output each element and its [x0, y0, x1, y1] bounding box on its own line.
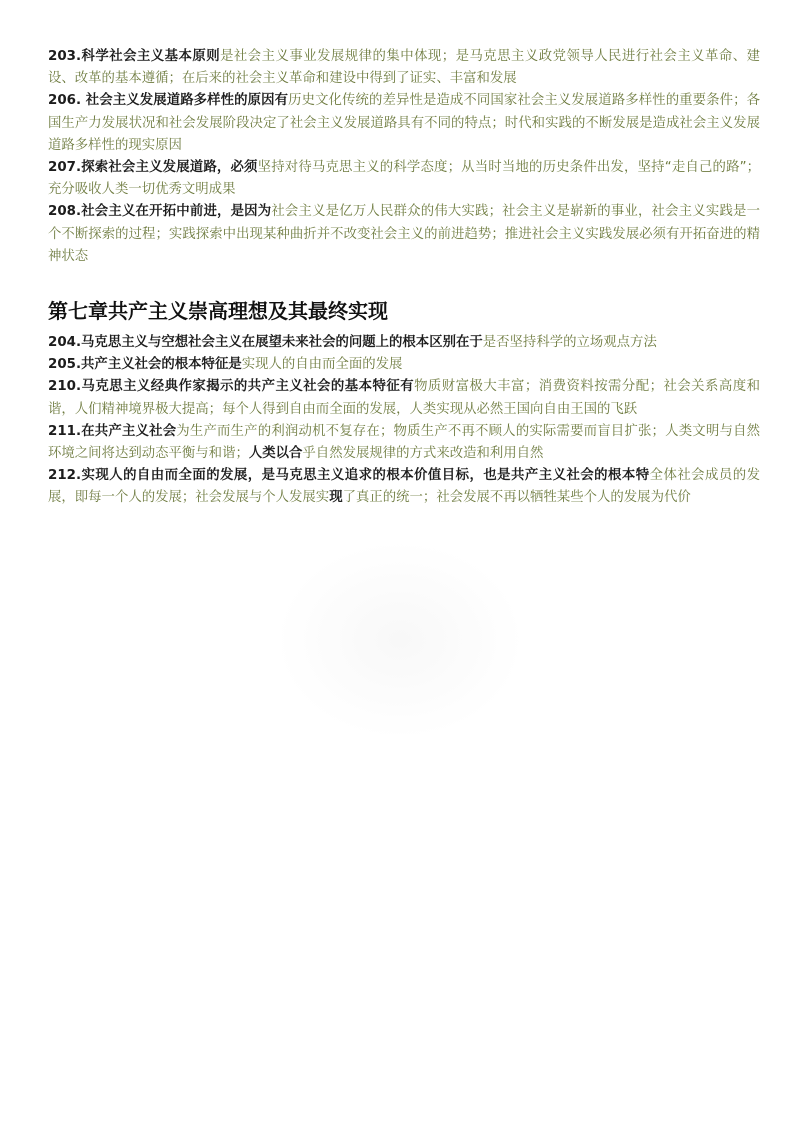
qa-item-210 — [48, 376, 760, 420]
question-text: 212.实现人的自由而全面的发展，是马克思主义追求的根本价值目标，也是共产主义社会的根本特 — [48, 468, 650, 484]
qa-item-206 — [48, 90, 760, 157]
qa-item-211 — [48, 421, 760, 465]
qa-item-205 — [48, 354, 760, 376]
answer-text: 社会主义是亿万人民群众的伟大实践；社会主义是崭新的事业，社会主义实践是一个不断探索的过程；实践探索中出现某种曲折并不改变社会主义的前进趋势；推进社会主义实践发展必须有开拓奋进的精神状态 — [48, 204, 760, 264]
answer-text: 历史文化传统的差异性是造成不同国家社会主义发展道路多样性的重要条件；各国生产力发展状况和社会发展阶段决定了社会主义发展道路具有不同的特点；时代和实践的不断发展是造成社会主义发展道路多样性的现实原因 — [48, 93, 761, 153]
answer-text: 实现人的自由而全面的发展 — [241, 357, 403, 373]
answer-text-cont: 乎自然发展规律的方式来改造和利用自然 — [302, 446, 544, 462]
question-text: 207.探索社会主义发展道路，必须 — [48, 160, 258, 176]
question-text: 210.马克思主义经典作家揭示的共产主义社会的基本特征有 — [48, 379, 415, 395]
qa-item-212 — [48, 465, 760, 509]
qa-item-204 — [48, 332, 760, 354]
qa-item-203 — [48, 46, 760, 90]
question-text: 203.科学社会主义基本原则 — [48, 49, 221, 64]
answer-text: 为生产而生产的利润动机不复存在；物质生产不再不顾人的实际需要而盲目扩张；人类文明与自然环境之间将达到动态平衡与和谐； — [48, 423, 760, 462]
qa-item-208 — [48, 201, 760, 268]
qa-item-207 — [48, 157, 760, 201]
document-page — [48, 46, 760, 510]
answer-text: 是社会主义事业发展规律的集中体现；是马克思主义政党领导人民进行社会主义革命、建设、改革的基本遵循；在后来的社会主义革命和建设中得到了证实、丰富和发展 — [48, 49, 761, 87]
question-text-cont: 人类以合 — [248, 446, 303, 462]
question-text: 208.社会主义在开拓中前进，是因为 — [48, 204, 272, 220]
chapter-title: 第七章共产主义崇高理想及其最终实现 — [48, 299, 388, 324]
faint-watermark — [275, 540, 525, 740]
answer-text: 全体社会成员的发展，即每一个人的发展；社会发展与个人发展实 — [48, 468, 760, 506]
question-text: 211.在共产主义社会 — [48, 423, 177, 439]
answer-text-cont: 了真正的统一；社会发展不再以牺牲某些个人的发展为代价 — [342, 490, 691, 506]
question-text-cont: 现 — [329, 490, 343, 506]
question-text: 205.共产主义社会的根本特征是 — [48, 357, 242, 373]
answer-text: 物质财富极大丰富；消费资料按需分配；社会关系高度和谐，人们精神境界极大提高；每个人得到自由而全面的发展，人类实现从必然王国向自由王国的飞跃 — [48, 379, 760, 417]
question-text: 204.马克思主义与空想社会主义在展望未来社会的问题上的根本区别在于 — [48, 335, 483, 351]
question-text: 206. 社会主义发展道路多样性的原因有 — [48, 93, 289, 109]
answer-text: 是否坚持科学的立场观点方法 — [482, 335, 657, 351]
answer-text: 坚持对待马克思主义的科学态度；从当时当地的历史条件出发，坚持“走自己的路”；充分吸收人类一切优秀文明成果 — [48, 160, 760, 198]
